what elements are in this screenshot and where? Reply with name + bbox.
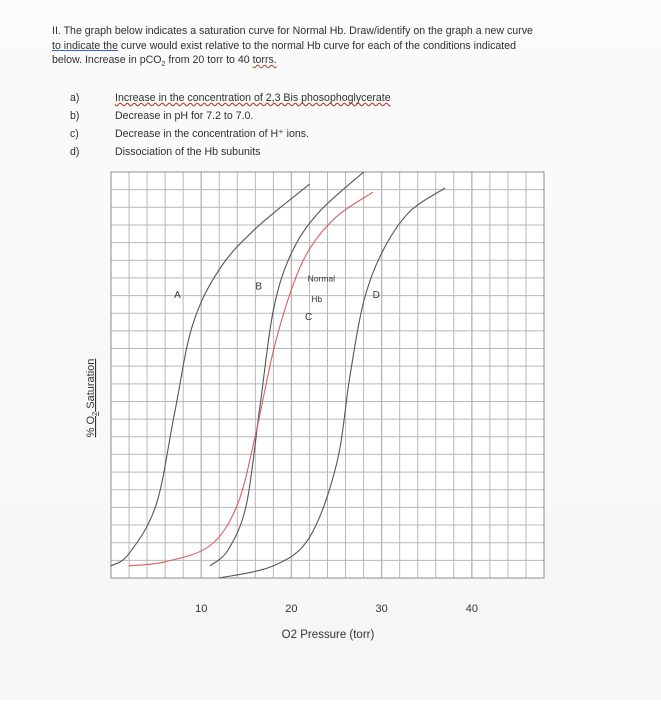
x-tick-label: 10	[195, 603, 208, 615]
co2-subscript: 2	[161, 61, 166, 69]
curve-label: B	[255, 281, 263, 293]
question-line-2-rest: curve would exist relative to the normal Hb curve for each of the conditions indicated	[117, 39, 517, 52]
condition-letter: d)	[70, 146, 80, 158]
curve-label: D	[372, 289, 380, 301]
y-axis-label-rest: Saturation	[85, 358, 97, 412]
question-line-1: II. The graph below indicates a saturation curve for Normal Hb. Draw/identify on the graph a new curve	[52, 25, 533, 37]
x-tick-label: 20	[285, 603, 298, 615]
question-line-3-mid: from 20 torr to 40	[165, 54, 253, 66]
y-axis-label-main: % O	[85, 415, 97, 438]
condition-letter: b)	[70, 110, 80, 122]
condition-letter: a)	[70, 92, 80, 104]
y-axis-label	[85, 359, 99, 438]
curve-label: A	[174, 289, 181, 301]
curve-label: Normal	[307, 273, 336, 284]
x-tick-label: 30	[375, 603, 388, 615]
torrs-word: torrs.	[252, 54, 277, 66]
condition-text: Dissociation of the Hb subunits	[115, 146, 261, 158]
x-tick-label: 40	[465, 603, 478, 615]
question-line-3-start: below. Increase in pCO	[52, 54, 162, 66]
x-tick-labels	[195, 603, 478, 615]
condition-text: Increase in the concentration of 2,3 Bis phosophoglycerate	[115, 92, 391, 104]
condition-letter: c)	[70, 128, 79, 140]
curve-label: Hb	[311, 293, 323, 304]
x-axis-label: O2 Pressure (torr)	[281, 629, 375, 641]
underlined-phrase: to indicate the	[52, 39, 118, 52]
condition-text: Decrease in pH for 7.2 to 7.0.	[115, 110, 254, 122]
condition-text: Decrease in the concentration of H⁺ ions.	[115, 128, 310, 140]
y-axis-label-sub: 2	[90, 411, 99, 416]
curve-label: C	[304, 312, 313, 324]
